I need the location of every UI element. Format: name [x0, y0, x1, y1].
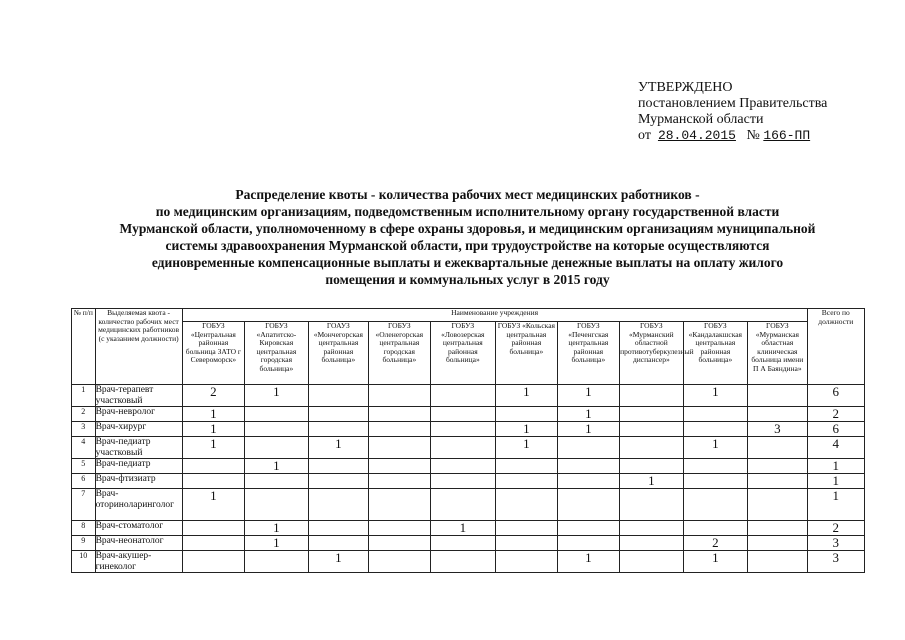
title-line: по медицинским организациям, подведомственным исполнительному органу государственной власти [155, 204, 780, 219]
quota-cell [496, 407, 557, 422]
quota-cell: 1 [496, 437, 557, 459]
quota-cell [369, 385, 430, 407]
approval-line-2: Мурманской области [638, 112, 764, 127]
quota-cell [430, 474, 496, 489]
quota-cell [369, 459, 430, 474]
quota-cell [683, 521, 748, 536]
position-cell: Врач-стоматолог [95, 521, 182, 536]
header-row-2 [72, 322, 865, 385]
quota-cell: 2 [683, 536, 748, 551]
quota-cell [430, 489, 496, 521]
quota-cell [496, 551, 557, 573]
quota-cell [748, 459, 807, 474]
quota-cell: 2 [182, 385, 244, 407]
table-row [72, 422, 865, 437]
quota-cell: 1 [308, 551, 368, 573]
quota-cell [620, 422, 684, 437]
quota-cell [245, 551, 309, 573]
quota-cell: 3 [748, 422, 807, 437]
quota-cell [369, 407, 430, 422]
col-total-header: Всего по должности [807, 309, 864, 385]
total-cell: 3 [807, 551, 864, 573]
approval-number: 166-ПП [763, 128, 811, 143]
quota-cell [182, 551, 244, 573]
quota-cell: 1 [308, 437, 368, 459]
title-line: помещения и коммунальных услуг в 2015 году [325, 272, 610, 287]
total-cell: 6 [807, 385, 864, 407]
quota-cell [369, 489, 430, 521]
document-title [70, 186, 865, 288]
quota-cell [430, 551, 496, 573]
total-cell: 2 [807, 407, 864, 422]
table-row [72, 551, 865, 573]
row-number: 2 [72, 407, 96, 422]
quota-cell [245, 474, 309, 489]
org-header: ГОБУЗ «Кольская центральная районная больница» [496, 322, 557, 385]
quota-cell [496, 474, 557, 489]
total-cell: 3 [807, 536, 864, 551]
table-row [72, 459, 865, 474]
header-row-1 [72, 309, 865, 322]
org-header: ГОБУЗ «Ловозерская центральная районная больница» [430, 322, 496, 385]
quota-cell [369, 474, 430, 489]
quota-cell [369, 536, 430, 551]
quota-cell [308, 385, 368, 407]
quota-cell [620, 385, 684, 407]
quota-cell [245, 489, 309, 521]
total-cell: 1 [807, 459, 864, 474]
quota-cell: 1 [182, 422, 244, 437]
row-number: 1 [72, 385, 96, 407]
quota-cell [308, 459, 368, 474]
quota-cell [620, 437, 684, 459]
quota-cell [430, 536, 496, 551]
title-line: Мурманской области, уполномоченному в сфере охраны здоровья, и медицинским организациям муниципальной [119, 221, 816, 236]
total-cell: 6 [807, 422, 864, 437]
total-cell: 2 [807, 521, 864, 536]
row-number: 7 [72, 489, 96, 521]
quota-cell [557, 474, 619, 489]
row-number: 4 [72, 437, 96, 459]
quota-cell: 1 [557, 407, 619, 422]
quota-cell [369, 437, 430, 459]
quota-cell [182, 459, 244, 474]
org-header: ГОБУЗ «Печенгская центральная районная больница» [557, 322, 619, 385]
quota-cell [748, 551, 807, 573]
quota-cell [308, 489, 368, 521]
quota-cell [748, 536, 807, 551]
position-cell: Врач-терапевт участковый [95, 385, 182, 407]
org-header: ГОБУЗ «Мурманская областная клиническая больница имени П А Баяндина» [748, 322, 807, 385]
quota-cell [748, 521, 807, 536]
title-line: системы здравоохранения Мурманской области, при трудоустройстве на которые осуществляются [165, 238, 770, 253]
quota-cell [308, 474, 368, 489]
total-cell: 4 [807, 437, 864, 459]
position-cell: Врач-хирург [95, 422, 182, 437]
quota-cell [683, 474, 748, 489]
quota-cell [430, 407, 496, 422]
quota-cell [557, 459, 619, 474]
org-header: ГОБУЗ «Оленегорская центральная городская больница» [369, 322, 430, 385]
quota-cell [748, 437, 807, 459]
table-row [72, 489, 865, 521]
quota-cell [308, 422, 368, 437]
quota-cell [620, 551, 684, 573]
quota-cell [620, 521, 684, 536]
table-row [72, 407, 865, 422]
position-cell: Врач-педиатр участковый [95, 437, 182, 459]
quota-cell: 1 [557, 422, 619, 437]
quota-cell [308, 407, 368, 422]
quota-cell: 1 [245, 536, 309, 551]
org-header: ГОАУЗ «Мончегорская центральная районная больница» [308, 322, 368, 385]
quota-cell [748, 489, 807, 521]
quota-cell [620, 536, 684, 551]
quota-cell: 1 [182, 437, 244, 459]
approval-date-line [638, 128, 827, 144]
quota-cell: 1 [182, 407, 244, 422]
col-position-header: Выделяемая квота - количество рабочих мест медицинских работников (с указанием должности) [95, 309, 182, 385]
quota-cell [245, 437, 309, 459]
quota-cell: 1 [620, 474, 684, 489]
number-prefix: № [746, 128, 760, 143]
row-number: 3 [72, 422, 96, 437]
quota-cell: 1 [182, 489, 244, 521]
quota-cell [182, 536, 244, 551]
table-row [72, 536, 865, 551]
quota-cell [748, 407, 807, 422]
quota-cell [245, 422, 309, 437]
position-cell: Врач-оториноларинголог [95, 489, 182, 521]
total-cell: 1 [807, 474, 864, 489]
quota-cell [496, 459, 557, 474]
quota-cell [496, 489, 557, 521]
institution-group-header: Наименование учреждения [182, 309, 807, 322]
quota-cell [430, 385, 496, 407]
position-cell: Врач-невролог [95, 407, 182, 422]
approval-line-1: постановлением Правительства [638, 96, 828, 111]
quota-cell [182, 521, 244, 536]
quota-cell [430, 459, 496, 474]
quota-cell: 1 [245, 459, 309, 474]
quota-cell: 1 [557, 385, 619, 407]
title-line: Распределение квоты - количества рабочих мест медицинских работников - [235, 187, 700, 202]
col-num-header: № п/п [72, 309, 96, 385]
org-header: ГОБУЗ «Апатитско-Кировская центральная городская больница» [245, 322, 309, 385]
position-cell: Врач-неонатолог [95, 536, 182, 551]
quota-cell [683, 422, 748, 437]
quota-cell [496, 536, 557, 551]
approval-block [638, 80, 827, 144]
org-header: ГОБУЗ «Мурманский областной противотуберкулезный диспансер» [620, 322, 684, 385]
title-line: единовременные компенсационные выплаты и ежеквартальные денежные выплаты на оплату жилого [151, 255, 784, 270]
quota-cell [430, 437, 496, 459]
table-row [72, 437, 865, 459]
quota-cell: 1 [683, 551, 748, 573]
quota-cell [683, 459, 748, 474]
table-row [72, 474, 865, 489]
position-cell: Врач-педиатр [95, 459, 182, 474]
row-number: 8 [72, 521, 96, 536]
position-cell: Врач-акушер-гинеколог [95, 551, 182, 573]
org-header: ГОБУЗ «Центральная районная больница ЗАТО г Североморск» [182, 322, 244, 385]
quota-cell [182, 474, 244, 489]
table-row [72, 521, 865, 536]
row-number: 6 [72, 474, 96, 489]
quota-cell [748, 474, 807, 489]
approval-heading: УТВЕРЖДЕНО [638, 80, 733, 95]
quota-cell: 1 [496, 385, 557, 407]
row-number: 5 [72, 459, 96, 474]
date-prefix: от [638, 128, 651, 143]
quota-cell [369, 551, 430, 573]
quota-cell: 1 [683, 437, 748, 459]
quota-cell: 1 [430, 521, 496, 536]
quota-cell [496, 521, 557, 536]
quota-table [71, 308, 865, 573]
quota-cell: 1 [496, 422, 557, 437]
org-header: ГОБУЗ «Кандалакшская центральная районная больница» [683, 322, 748, 385]
quota-cell [430, 422, 496, 437]
quota-cell: 1 [683, 385, 748, 407]
quota-cell [557, 521, 619, 536]
quota-cell [683, 407, 748, 422]
quota-cell [748, 385, 807, 407]
quota-cell [245, 407, 309, 422]
quota-cell: 1 [245, 521, 309, 536]
approval-date: 28.04.2015 [657, 128, 736, 143]
quota-cell: 1 [245, 385, 309, 407]
position-cell: Врач-фтизиатр [95, 474, 182, 489]
quota-cell [369, 422, 430, 437]
quota-cell [620, 459, 684, 474]
total-cell: 1 [807, 489, 864, 521]
quota-cell: 1 [557, 551, 619, 573]
quota-cell [620, 489, 684, 521]
quota-cell [557, 489, 619, 521]
quota-table-body [72, 385, 865, 573]
quota-cell [557, 437, 619, 459]
quota-cell [308, 521, 368, 536]
quota-cell [620, 407, 684, 422]
quota-cell [308, 536, 368, 551]
row-number: 9 [72, 536, 96, 551]
quota-cell [557, 536, 619, 551]
row-number: 10 [72, 551, 96, 573]
quota-cell [683, 489, 748, 521]
quota-cell [369, 521, 430, 536]
table-row [72, 385, 865, 407]
